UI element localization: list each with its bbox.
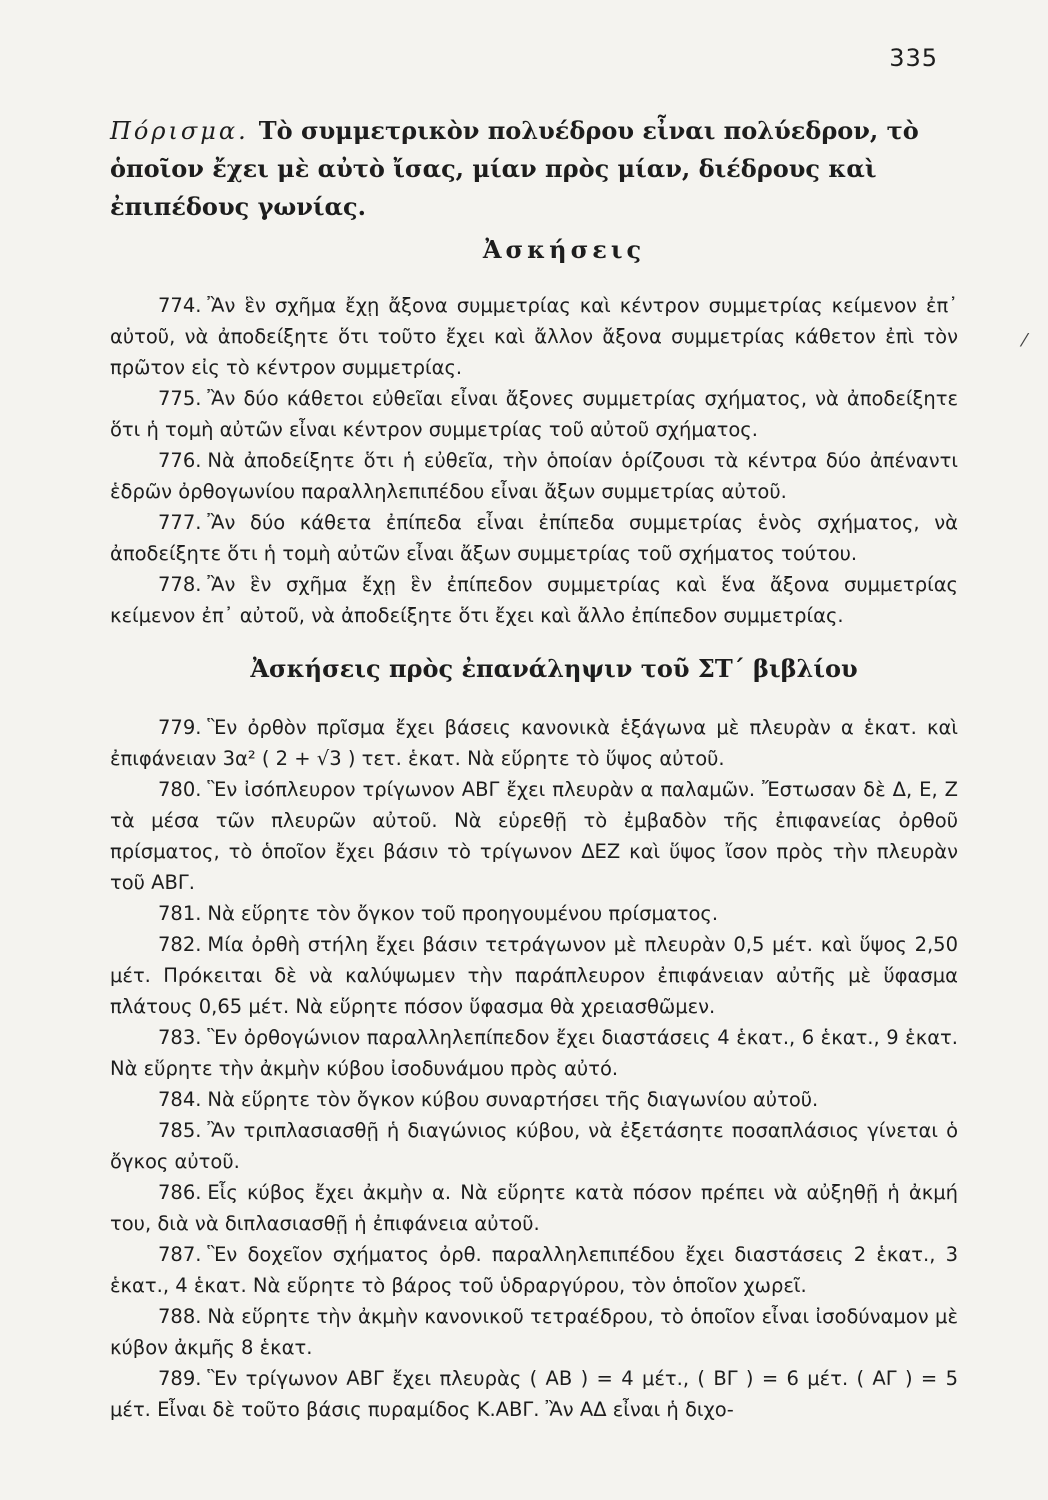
exercise-number: 787. (158, 1243, 202, 1266)
exercise-item (110, 1084, 958, 1115)
exercise-number: 788. (158, 1305, 202, 1328)
exercise-text: Ἓν ὀρθογώνιον παραλληλεπίπεδον ἔχει διαστάσεις 4 ἑκατ., 6 ἑκατ., 9 ἑκατ. Νὰ εὕρητε τὴν ἀκμὴν κύβου ἰσοδυνάμου πρὸς αὐτό. (110, 1026, 958, 1080)
exercise-number: 774. (158, 294, 202, 317)
exercises-block-2 (110, 712, 958, 1425)
exercises-block-1 (110, 290, 958, 631)
exercise-item (110, 569, 958, 631)
exercise-text: Νὰ ἀποδείξητε ὅτι ἡ εὐθεῖα, τὴν ὁποίαν ὁρίζουσι τὰ κέντρα δύο ἀπέναντι ἑδρῶν ὀρθογωνίου παραλληλεπιπέδου εἶναι ἄξων συμμετρίας αὐτοῦ. (110, 449, 958, 503)
exercise-text: Ἂν τριπλασιασθῇ ἡ διαγώνιος κύβου, νὰ ἐξετάσητε ποσαπλάσιος γίνεται ὁ ὄγκος αὐτοῦ. (110, 1119, 958, 1173)
exercise-number: 785. (158, 1119, 202, 1142)
exercise-text: Ἂν ἓν σχῆμα ἔχῃ ἓν ἐπίπεδον συμμετρίας καὶ ἕνα ἄξονα συμμετρίας κείμενον ἐπ᾿ αὐτοῦ, νὰ ἀποδείξητε ὅτι ἔχει καὶ ἄλλο ἐπίπεδον συμμετρίας. (110, 573, 958, 627)
exercise-item (110, 445, 958, 507)
exercise-text: Ἂν δύο κάθετα ἐπίπεδα εἶναι ἐπίπεδα συμμετρίας ἑνὸς σχήματος, νὰ ἀποδείξητε ὅτι ἡ τομὴ αὐτῶν εἶναι ἄξων συμμετρίας τοῦ σχήματος τούτου. (110, 511, 958, 565)
exercise-number: 779. (158, 716, 202, 739)
review-exercises-heading: Ἀσκήσεις πρὸς ἐπανάληψιν τοῦ ΣΤ΄ βιβλίου (250, 654, 858, 683)
exercise-item (110, 1239, 958, 1301)
exercise-item (110, 1363, 958, 1425)
exercise-number: 776. (158, 449, 202, 472)
exercise-text: Νὰ εὕρητε τὸν ὄγκον κύβου συναρτήσει τῆς διαγωνίου αὐτοῦ. (207, 1088, 819, 1111)
exercise-number: 783. (158, 1026, 202, 1049)
exercise-item (110, 929, 958, 1022)
exercise-text: Ἓν τρίγωνον ΑΒΓ ἔχει πλευρὰς ( ΑΒ ) = 4 μέτ., ( ΒΓ ) = 6 μέτ. ( ΑΓ ) = 5 μέτ. Εἶναι δὲ τοῦτο βάσις πυραμίδος Κ.ΑΒΓ. Ἂν ΑΔ εἶναι ἡ διχο- (110, 1367, 958, 1421)
exercise-item (110, 1022, 958, 1084)
page-number: 335 (889, 44, 938, 72)
corollary-text: Τὸ συμμετρικὸν πολυέδρου εἶναι πολύεδρον, τὸ ὁποῖον ἔχει μὲ αὐτὸ ἴσας, μίαν πρὸς μίαν, διέδρους καὶ ἐπιπέδους γωνίας. (110, 116, 919, 221)
exercise-item (110, 712, 958, 774)
corollary-label: Πόρισμα. (110, 117, 249, 145)
exercises-heading: Ἀσκήσεις (482, 235, 646, 264)
exercise-text: Ἂν ἓν σχῆμα ἔχῃ ἄξονα συμμετρίας καὶ κέντρον συμμετρίας κείμενον ἐπ᾿ αὐτοῦ, νὰ ἀποδείξητε ὅτι τοῦτο ἔχει καὶ ἄλλον ἄξονα συμμετρίας κάθετον ἐπὶ τὸν πρῶτον εἰς τὸ κέντρον συμμετρίας. (110, 294, 958, 379)
exercise-number: 786. (158, 1181, 202, 1204)
exercise-item (110, 290, 958, 383)
exercise-text: Ἓν δοχεῖον σχήματος ὀρθ. παραλληλεπιπέδου ἔχει διαστάσεις 2 ἑκατ., 3 ἑκατ., 4 ἑκατ. Νὰ εὕρητε τὸ βάρος τοῦ ὑδραργύρου, τὸν ὁποῖον χωρεῖ. (110, 1243, 958, 1297)
corollary-paragraph (110, 112, 955, 226)
exercise-item (110, 898, 958, 929)
exercise-text: Νὰ εὕρητε τὸν ὄγκον τοῦ προηγουμένου πρίσματος. (207, 902, 719, 925)
exercise-item (110, 1115, 958, 1177)
margin-tick-mark: ⁄ (1022, 330, 1026, 351)
exercise-number: 782. (158, 933, 202, 956)
exercise-text: Ἂν δύο κάθετοι εὐθεῖαι εἶναι ἄξονες συμμετρίας σχήματος, νὰ ἀποδείξητε ὅτι ἡ τομὴ αὐτῶν εἶναι κέντρον συμμετρίας τοῦ αὐτοῦ σχήματος. (110, 387, 958, 441)
exercise-item (110, 507, 958, 569)
exercise-number: 778. (158, 573, 202, 596)
exercise-text: Νὰ εὕρητε τὴν ἀκμὴν κανονικοῦ τετραέδρου, τὸ ὁποῖον εἶναι ἰσοδύναμον μὲ κύβον ἀκμῆς 8 ἑκατ. (110, 1305, 958, 1359)
exercise-text: Εἷς κύβος ἔχει ἀκμὴν α. Νὰ εὕρητε κατὰ πόσον πρέπει νὰ αὐξηθῇ ἡ ἀκμή του, διὰ νὰ διπλασιασθῇ ἡ ἐπιφάνεια αὐτοῦ. (110, 1181, 958, 1235)
exercise-item (110, 383, 958, 445)
exercise-number: 780. (158, 778, 202, 801)
exercise-item (110, 774, 958, 898)
exercise-text: Ἓν ἰσόπλευρον τρίγωνον ΑΒΓ ἔχει πλευρὰν α παλαμῶν. Ἔστωσαν δὲ Δ, Ε, Ζ τὰ μέσα τῶν πλευρῶν αὐτοῦ. Νὰ εὑρεθῇ τὸ ἐμβαδὸν τῆς ἐπιφανείας ὀρθοῦ πρίσματος, τὸ ὁποῖον ἔχει βάσιν τὸ τρίγωνον ΔΕΖ καὶ ὕψος ἴσον πρὸς τὴν πλευρὰν τοῦ ΑΒΓ. (110, 778, 958, 894)
exercise-number: 777. (158, 511, 202, 534)
exercise-number: 781. (158, 902, 202, 925)
exercise-number: 784. (158, 1088, 202, 1111)
exercise-item (110, 1301, 958, 1363)
exercise-item (110, 1177, 958, 1239)
exercise-text: Ἓν ὀρθὸν πρῖσμα ἔχει βάσεις κανονικὰ ἑξάγωνα μὲ πλευρὰν α ἑκατ. καὶ ἐπιφάνειαν 3α² ( 2 + √3 ) τετ. ἑκατ. Νὰ εὕρητε τὸ ὕψος αὐτοῦ. (110, 716, 958, 770)
exercise-text: Μία ὀρθὴ στήλη ἔχει βάσιν τετράγωνον μὲ πλευρὰν 0,5 μέτ. καὶ ὕψος 2,50 μέτ. Πρόκειται δὲ νὰ καλύψωμεν τὴν παράπλευρον ἐπιφάνειαν αὐτῆς μὲ ὕφασμα πλάτους 0,65 μέτ. Νὰ εὕρητε πόσον ὕφασμα θὰ χρειασθῶμεν. (110, 933, 958, 1018)
exercise-number: 775. (158, 387, 202, 410)
exercise-number: 789. (158, 1367, 202, 1390)
